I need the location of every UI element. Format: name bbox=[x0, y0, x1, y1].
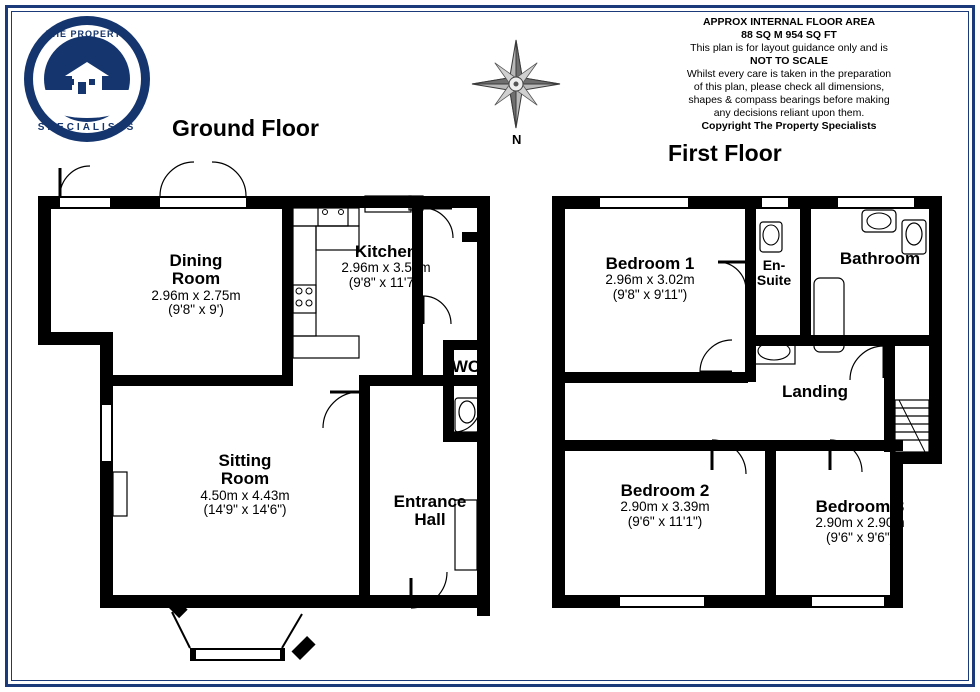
sitting-name-line1: Sitting bbox=[218, 451, 272, 470]
bed3-name: Bedroom 3 bbox=[815, 497, 905, 516]
gf-wall-wc-top bbox=[443, 340, 490, 350]
gf-window-dining-top-a bbox=[60, 196, 110, 209]
room-label-wc bbox=[430, 358, 502, 376]
kitchen-metric: 2.96m x 3.54m bbox=[341, 260, 431, 276]
gf-wall-wc-left bbox=[443, 340, 454, 440]
gf-window-sitting-left bbox=[100, 405, 113, 461]
ensuite-name-line1: En- bbox=[762, 257, 786, 273]
room-label-bathroom bbox=[815, 250, 945, 268]
floor-area-note bbox=[624, 16, 954, 133]
ff-wall-landing-bedrooms bbox=[552, 440, 903, 451]
bed1-name: Bedroom 1 bbox=[605, 254, 695, 273]
ff-wall-bath-bottom bbox=[811, 335, 942, 346]
ff-wall-ensuite-bottom bbox=[745, 335, 811, 346]
dining-imperial: (9'8" x 9') bbox=[168, 302, 224, 318]
bathroom-name: Bathroom bbox=[839, 249, 921, 268]
note-line-1: APPROX INTERNAL FLOOR AREA bbox=[702, 16, 876, 28]
bed1-imperial: (9'8" x 9'11") bbox=[612, 286, 688, 302]
ff-window-bed3-bottom bbox=[812, 595, 884, 608]
room-label-dining bbox=[96, 252, 296, 318]
ground-floor-title: Ground Floor bbox=[172, 115, 319, 141]
dining-metric: 2.96m x 2.75m bbox=[151, 287, 241, 303]
ensuite-name-line2: Suite bbox=[756, 272, 792, 289]
gf-window-dining-top-b bbox=[160, 196, 246, 209]
kitchen-name: Kitchen bbox=[354, 242, 418, 261]
dining-name-line2: Room bbox=[171, 269, 221, 289]
logo-text-top: THE PROPERTY bbox=[45, 29, 128, 39]
entrance-name-line2: Hall bbox=[414, 510, 446, 530]
room-label-bedroom-2 bbox=[570, 482, 760, 530]
entrance-name-line1: Entrance bbox=[393, 492, 467, 511]
gf-wall-top-right bbox=[290, 196, 490, 208]
note-line-2: 88 SQ M 954 SQ FT bbox=[741, 29, 837, 41]
room-label-bedroom-1 bbox=[552, 255, 748, 303]
room-label-entrance-hall bbox=[375, 493, 485, 530]
first-floor-title: First Floor bbox=[668, 140, 782, 166]
logo-text bbox=[24, 16, 150, 142]
note-line-6: of this plan, please check all dimensions, bbox=[693, 81, 885, 93]
gf-wall-corr-top bbox=[412, 196, 423, 210]
note-line-7: shapes & compass bearings before making bbox=[688, 94, 890, 106]
bed1-metric: 2.96m x 3.02m bbox=[605, 272, 695, 288]
gf-wall-corr-mid bbox=[412, 290, 423, 296]
compass-rose bbox=[468, 36, 564, 146]
note-line-8: any decisions reliant upon them. bbox=[713, 107, 865, 119]
company-logo bbox=[24, 16, 150, 142]
room-label-bedroom-3 bbox=[775, 498, 945, 546]
sitting-metric: 4.50m x 4.43m bbox=[200, 487, 290, 503]
note-line-5: Whilst every care is taken in the preparation bbox=[686, 68, 892, 80]
logo-text-bottom: SPECIALISTS bbox=[37, 122, 137, 133]
gf-window-bay-centre bbox=[196, 648, 280, 661]
wc-name: WC bbox=[451, 357, 481, 376]
ff-wall-right-upper bbox=[929, 196, 942, 452]
gf-wall-left-upper bbox=[38, 196, 51, 344]
bed2-name: Bedroom 2 bbox=[620, 481, 710, 500]
ff-window-bed1-top bbox=[600, 196, 688, 209]
gf-wall-left-lower bbox=[100, 332, 113, 608]
ff-wall-bed1-landing bbox=[552, 372, 748, 383]
sitting-name-line2: Room bbox=[220, 469, 270, 489]
dining-name-line1: Dining bbox=[169, 251, 223, 270]
gf-wall-sitting-hall bbox=[359, 375, 370, 608]
note-line-4: NOT TO SCALE bbox=[750, 55, 828, 67]
sitting-imperial: (14'9" x 14'6") bbox=[203, 502, 287, 518]
ff-window-ensuite-top bbox=[762, 196, 788, 209]
bed3-metric: 2.90m x 2.90m bbox=[815, 515, 905, 531]
gf-wall-kitchen-hall bbox=[359, 375, 490, 386]
ff-window-bed2-bottom bbox=[620, 595, 704, 608]
gf-wall-dining-sitting bbox=[100, 375, 292, 386]
bed2-metric: 2.90m x 3.39m bbox=[620, 499, 710, 515]
note-line-3: This plan is for layout guidance only and is bbox=[690, 42, 888, 54]
gf-wall-porch-stub bbox=[462, 232, 478, 242]
ff-wall-stair-right bbox=[884, 340, 895, 452]
gf-wall-right bbox=[477, 196, 490, 616]
note-line-9: Copyright The Property Specialists bbox=[701, 120, 877, 132]
kitchen-imperial: (9'8" x 11'7") bbox=[348, 274, 424, 290]
room-label-landing bbox=[750, 383, 880, 401]
compass-north-label: N bbox=[512, 132, 522, 147]
room-label-ensuite bbox=[736, 258, 812, 288]
bed3-imperial: (9'6" x 9'6") bbox=[825, 529, 894, 545]
room-label-kitchen bbox=[302, 243, 470, 291]
bed2-imperial: (9'6" x 11'1") bbox=[627, 513, 703, 529]
room-label-sitting bbox=[150, 452, 340, 518]
landing-name: Landing bbox=[781, 382, 849, 401]
gf-wall-wc-bottom bbox=[443, 432, 490, 442]
gf-wall-bottom bbox=[100, 595, 490, 608]
ff-window-bath-top bbox=[838, 196, 914, 209]
